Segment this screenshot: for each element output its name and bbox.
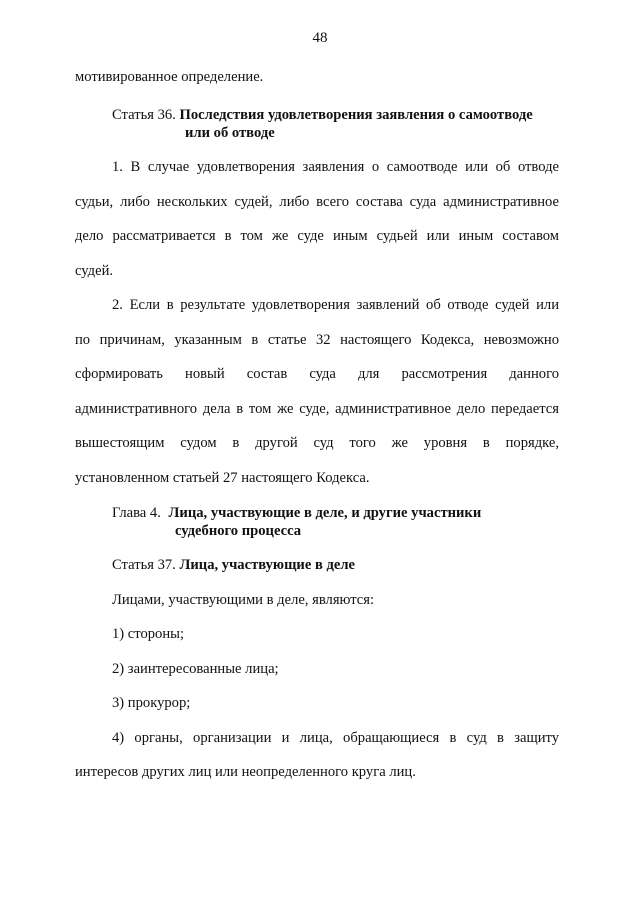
paragraph-line: дело рассматривается в том же суде иным судьей или иным составом [75, 228, 559, 244]
chapter-4-label: Глава 4. [112, 505, 161, 521]
article-37-label: Статья 37. [112, 557, 176, 573]
paragraph-line: 1. В случае удовлетворения заявления о самоотводе или об отводе [112, 159, 559, 175]
list-intro: Лицами, участвующими в деле, являются: [112, 592, 375, 608]
paragraph-line: административного дела в том же суде, административное дело передается [75, 401, 559, 417]
article-37-heading [112, 556, 355, 574]
list-item: 4) органы, организации и лица, обращающиеся в суд в защиту [112, 730, 559, 746]
page-number: 48 [312, 30, 328, 46]
chapter-4-heading [112, 504, 481, 522]
paragraph-line: вышестоящим судом в другой суд того же уровня в порядке, [75, 435, 559, 451]
paragraph-line: сформировать новый состав суда для рассмотрения данного [75, 366, 559, 382]
article-36-title: Последствия удовлетворения заявления о самоотводе [179, 107, 533, 123]
article-36-label: Статья 36. [112, 107, 176, 123]
article-36-title-cont: или об отводе [185, 125, 275, 141]
text-line: мотивированное определение. [75, 69, 264, 85]
list-item: 3) прокурор; [112, 695, 191, 711]
paragraph-line: судей. [75, 263, 114, 279]
chapter-4-title: Лица, участвующие в деле, и другие участники [168, 505, 482, 521]
paragraph-line: 2. Если в результате удовлетворения заявлений об отводе судей или [112, 297, 559, 313]
paragraph-line: установленном статьей 27 настоящего Кодекса. [75, 470, 370, 486]
list-item: 2) заинтересованные лица; [112, 661, 279, 677]
chapter-4-title-cont: судебного процесса [175, 523, 302, 539]
list-item-cont: интересов других лиц или неопределенного круга лиц. [75, 764, 416, 780]
list-item: 1) стороны; [112, 626, 185, 642]
paragraph-line: по причинам, указанным в статье 32 настоящего Кодекса, невозможно [75, 332, 559, 348]
article-37-title: Лица, участвующие в деле [179, 557, 355, 573]
article-36-heading [112, 106, 533, 124]
paragraph-line: судьи, либо нескольких судей, либо всего состава суда административное [75, 194, 559, 210]
